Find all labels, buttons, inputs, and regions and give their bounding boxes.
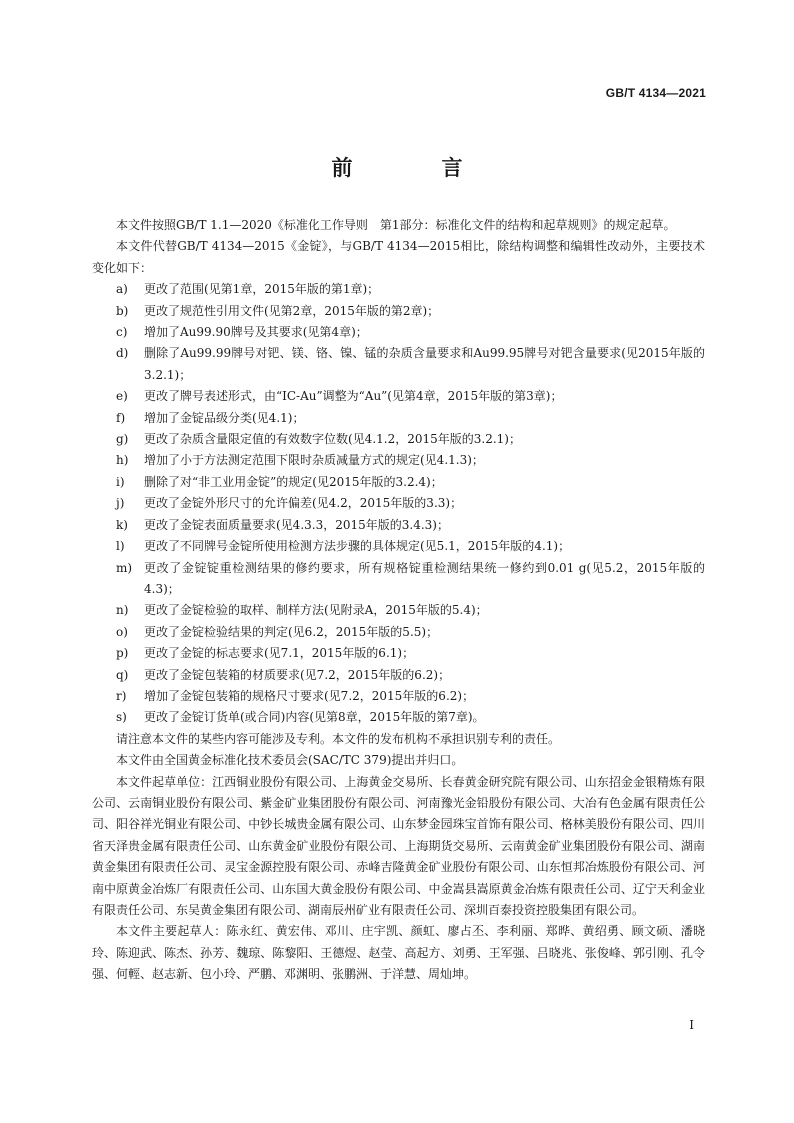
- list-item-text: 更改了牌号表述形式，由“IC-Au”调整为“Au”(见第4章，2015年版的第3章)；: [144, 389, 563, 404]
- list-marker: b): [116, 303, 129, 318]
- list-item-text: 删除了对“非工业用金锭”的规定(见2015年版的3.2.4)；: [144, 474, 443, 489]
- list-item-text: 更改了范围(见第1章，2015年版的第1章)；: [144, 282, 380, 297]
- list-item: [92, 707, 705, 728]
- document-body: [92, 215, 705, 986]
- intro-paragraph: 本文件代替GB/T 4134—2015《金锭》，与GB/T 4134—2015相比，除结构调整和编辑性改动外，主要技术变化如下：: [92, 239, 705, 275]
- list-item-text: 增加了小于方法测定范围下限时杂质减量方式的规定(见4.1.3)；: [144, 453, 484, 468]
- list-item-text: 增加了金锭包装箱的规格尺寸要求(见7.2，2015年版的6.2)；: [144, 688, 475, 703]
- list-marker: a): [116, 282, 128, 297]
- list-item-text: 更改了金锭表面质量要求(见4.3.3，2015年版的3.4.3)；: [144, 517, 449, 532]
- drafting-organizations: 本文件起草单位：江西铜业股份有限公司、上海黄金交易所、长春黄金研究院有限公司、山东招金金银精炼有限公司、云南铜业股份有限公司、紫金矿业集团股份有限公司、河南豫光金铅股份有限公司、大冶有色金属有限责任公司、阳谷祥光铜业有限公司、中钞长城贵金属有限公司、山东梦金园珠宝首饰有限公司、格林美股份有限公司、四川省天泽贵金属有限责任公司、山东黄金矿业股份有限公司、上海期货交易所、云南黄金矿业集团股份有限公司、湖南黄金集团有限责任公司、灵宝金源控股有限公司、赤峰吉隆黄金矿业股份有限公司、山东恒邦冶炼股份有限公司、河南中原黄金冶炼厂有限责任公司、山东国大黄金股份有限公司、中金嵩县嵩原黄金冶炼有限责任公司、辽宁天利金业有限责任公司、东吴黄金集团有限公司、湖南辰州矿业有限责任公司、深圳百泰投资控股集团有限公司。: [92, 774, 705, 917]
- intro-paragraph: 本文件按照GB/T 1.1—2020《标准化工作导则 第1部分：标准化文件的结构和起草规则》的规定起草。: [116, 218, 676, 232]
- list-item-text: 更改了金锭外形尺寸的允许偏差(见4.2，2015年版的3.3)；: [144, 496, 463, 511]
- list-marker: r): [116, 688, 127, 703]
- list-item: [92, 643, 705, 664]
- list-item-text: 更改了金锭包装箱的材质要求(见7.2，2015年版的6.2)；: [144, 667, 451, 682]
- list-marker: c): [116, 325, 128, 340]
- list-item: [92, 429, 705, 450]
- list-item-text: 增加了金锭品级分类(见4.1)；: [144, 410, 305, 425]
- list-item-text: 更改了杂质含量限定值的有效数字位数(见4.1.2，2015年版的3.2.1)；: [144, 432, 521, 447]
- list-item: [92, 600, 705, 621]
- list-item-text: 更改了金锭订货单(或合同)内容(见第8章，2015年版的第7章)。: [144, 710, 485, 725]
- list-item: [92, 558, 705, 601]
- list-item: [92, 450, 705, 471]
- list-item-text: 删除了Au99.99牌号对钯、镁、铬、镍、锰的杂质含量要求和Au99.95牌号对钯含量要求(见2015年版的3.2.1)；: [144, 346, 705, 382]
- list-item-text: 更改了规范性引用文件(见第2章，2015年版的第2章)；: [144, 303, 440, 318]
- list-marker: s): [116, 710, 127, 725]
- page-number: I: [689, 1018, 694, 1032]
- list-item: [92, 343, 705, 386]
- list-item-text: 更改了金锭的标志要求(见7.1，2015年版的6.1)；: [144, 646, 415, 661]
- list-item: [92, 386, 705, 407]
- list-item-text: 更改了金锭锭重检测结果的修约要求，所有规格锭重检测结果统一修约到0.01 g(见5.2，2015年版的4.3)；: [144, 560, 705, 596]
- list-item: [92, 301, 705, 322]
- list-marker: o): [116, 624, 128, 639]
- list-item: [92, 493, 705, 514]
- page-title: 前 言: [331, 156, 497, 180]
- standard-code: GB/T 4134—2021: [605, 86, 706, 100]
- list-marker: d): [116, 346, 129, 361]
- change-list: [92, 279, 705, 729]
- list-item: [92, 279, 705, 300]
- list-marker: m): [116, 560, 133, 575]
- list-marker: p): [116, 646, 129, 661]
- list-item: [92, 622, 705, 643]
- list-marker: g): [116, 432, 129, 447]
- list-item: [92, 686, 705, 707]
- list-item-text: 更改了不同牌号金锭所使用检测方法步骤的具体规定(见5.1，2015年版的4.1)；: [144, 539, 571, 554]
- list-item-text: 更改了金锭检验结果的判定(见6.2，2015年版的5.5)；: [144, 624, 439, 639]
- committee-statement: 本文件由全国黄金标准化技术委员会(SAC/TC 379)提出并归口。: [116, 753, 464, 768]
- list-item: [92, 515, 705, 536]
- list-item-text: 更改了金锭检验的取样、制样方法(见附录A，2015年版的5.4)；: [144, 603, 488, 618]
- list-marker: q): [116, 667, 129, 682]
- list-item: [92, 665, 705, 686]
- list-marker: n): [116, 603, 129, 618]
- list-item-text: 增加了Au99.90牌号及其要求(见第4章)；: [144, 325, 368, 340]
- list-marker: h): [116, 453, 129, 468]
- list-item: [92, 536, 705, 557]
- list-item: [92, 322, 705, 343]
- patent-notice: 请注意本文件的某些内容可能涉及专利。本文件的发布机构不承担识别专利的责任。: [116, 731, 561, 746]
- drafting-persons: 本文件主要起草人：陈永红、黄宏伟、邓川、庄宇凯、颜虹、廖占丕、李利丽、郑晔、黄绍勇、顾文硕、潘晓玲、陈迎武、陈杰、孙芳、魏琼、陈黎阳、王德煜、赵莹、高起方、刘勇、王军强、吕晓兆、张俊峰、郭引刚、孔令强、何輕、赵志新、包小玲、严鹏、邓渊明、张鹏洲、于洋慧、周灿坤。: [92, 924, 705, 982]
- list-marker: j): [116, 496, 125, 511]
- list-marker: l): [116, 539, 125, 554]
- list-item: [92, 472, 705, 493]
- list-marker: k): [116, 517, 128, 532]
- list-marker: e): [116, 389, 128, 404]
- list-item: [92, 408, 705, 429]
- list-marker: i): [116, 474, 125, 489]
- list-marker: f): [116, 410, 126, 425]
